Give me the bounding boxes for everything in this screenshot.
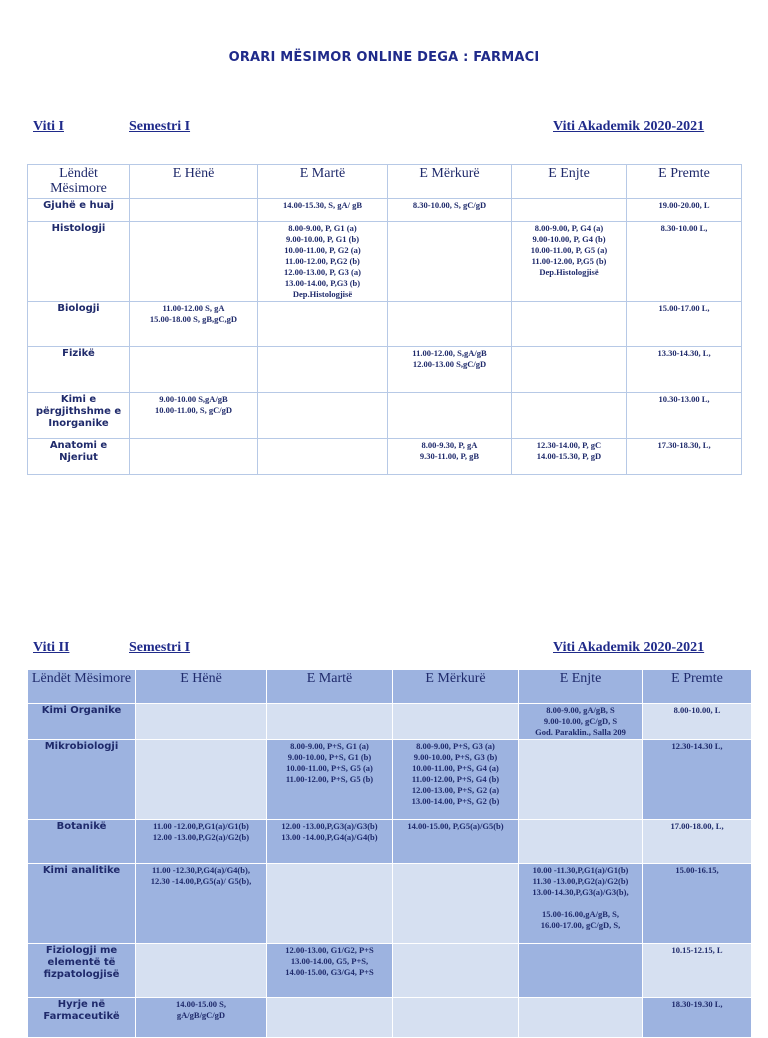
schedule-entry: 11.00-12.00 S, gA	[162, 303, 225, 313]
schedule-cell	[258, 439, 388, 475]
schedule-entry: 8.00-9.00, P, G1 (a)	[288, 223, 357, 233]
semester-label: Semestri I	[129, 640, 191, 655]
schedule-cell	[393, 998, 519, 1038]
schedule-cell	[627, 222, 742, 302]
schedule-cell	[388, 393, 512, 439]
schedule-entry	[521, 898, 640, 909]
schedule-cell	[643, 820, 752, 864]
table-row	[28, 704, 752, 740]
year-label: Viti I	[33, 119, 64, 134]
page-title: ORARI MËSIMOR ONLINE DEGA : FARMACI	[228, 50, 540, 65]
schedule-entry: 8.00-9.30, P, gA	[421, 440, 478, 450]
schedule-cell	[512, 393, 627, 439]
schedule-cell	[519, 740, 643, 820]
schedule-cell	[512, 302, 627, 347]
subject-cell: Biologji	[28, 302, 130, 347]
column-header: Lëndët Mësimore	[28, 670, 136, 704]
table-row	[28, 998, 752, 1038]
subject-cell: Kimi Organike	[28, 704, 136, 740]
schedule-cell	[512, 347, 627, 393]
schedule-entry: 12.00 -13.00,P,G2(a)/G2(b)	[152, 832, 250, 842]
schedule-cell	[393, 820, 519, 864]
schedule-entry: 14.00-15.00 S,	[175, 999, 227, 1009]
schedule-entry: 13.00-14.00, P,G3 (b)	[284, 278, 361, 288]
schedule-entry: 8.00-9.00, P+S, G1 (a)	[290, 741, 369, 751]
schedule-cell	[136, 704, 267, 740]
column-header: E Mërkurë	[393, 670, 519, 704]
schedule-entry: 15.00-16.15,	[675, 865, 719, 875]
subject-cell: Gjuhë e huaj	[28, 199, 130, 222]
schedule-cell	[388, 439, 512, 475]
schedule-cell	[130, 199, 258, 222]
schedule-entry: 11.00-12.00, P+S, G5 (b)	[285, 774, 374, 784]
schedule-entry: 8.30-10.00, S, gC/gD	[412, 200, 487, 210]
schedule-cell	[519, 998, 643, 1038]
schedule-entry: gA/gB/gC/gD	[176, 1010, 226, 1020]
schedule-entry: 8.00-9.00, P+S, G3 (a)	[416, 741, 495, 751]
schedule-entry: 17.00-18.00, L,	[670, 821, 724, 831]
schedule-entry: 13.00-14.30,P,G3(a)/G3(b),	[532, 887, 629, 897]
schedule-entry: 14.00-15.00, G3/G4, P+S	[285, 967, 374, 977]
schedule-entry: 11.00-12.00, P,G2 (b)	[285, 256, 360, 266]
schedule-cell	[512, 222, 627, 302]
schedule-entry: 11.30 -13.00,P,G2(a)/G2(b)	[532, 876, 629, 886]
table-row	[28, 222, 742, 302]
schedule-entry: 10.30-13.00 L,	[658, 394, 710, 404]
schedule-entry: 19.00-20.00, L	[658, 200, 710, 210]
schedule-entry: 10.00-11.00, P+S, G4 (a)	[412, 763, 499, 773]
schedule-entry: 15.00-18.00 S, gB,gC,gD	[149, 314, 238, 324]
schedule-entry: Dep.Histologjisë	[292, 289, 353, 299]
schedule-entry: 9.00-10.00, P+S, G3 (b)	[413, 752, 498, 762]
schedule-entry: 10.00-11.00, S, gC/gD	[155, 405, 232, 415]
schedule-entry: 13.30-14.30, L,	[657, 348, 711, 358]
schedule-cell	[627, 302, 742, 347]
schedule-cell	[136, 998, 267, 1038]
subject-cell: Hyrje në Farmaceutikë	[28, 998, 136, 1038]
academic-year-label: Viti Akademik 2020-2021	[553, 119, 705, 134]
schedule-cell	[136, 740, 267, 820]
schedule-entry: 15.00-16.00,gA/gB, S,	[542, 909, 619, 919]
schedule-entry: 15.00-17.00 L,	[658, 303, 710, 313]
schedule-cell	[512, 199, 627, 222]
academic-year-label: Viti Akademik 2020-2021	[553, 640, 705, 655]
column-header: E Martë	[267, 670, 393, 704]
schedule-entry: 8.30-10.00 L,	[660, 223, 708, 233]
schedule-cell	[267, 704, 393, 740]
schedule-entry: 17.30-18.30, L,	[657, 440, 711, 450]
column-header: E Martë	[258, 165, 388, 199]
schedule-entry: 11.00-12.00, P,G5 (b)	[531, 256, 607, 266]
schedule-cell	[136, 864, 267, 944]
schedule-entry: 12.00-13.00, P, G3 (a)	[284, 267, 361, 277]
schedule-cell	[130, 302, 258, 347]
schedule-entry: 11.00 -12.30,P,G4(a)/G4(b),	[152, 865, 250, 875]
schedule-entry: God. Paraklin., Salla 209	[535, 727, 626, 737]
schedule-cell	[258, 199, 388, 222]
schedule-cell	[393, 704, 519, 740]
schedule-cell	[258, 347, 388, 393]
schedule-cell	[267, 820, 393, 864]
schedule-cell	[130, 347, 258, 393]
subject-cell: Fiziologji me elementë të fizpatologjisë	[28, 944, 136, 998]
schedule-cell	[388, 199, 512, 222]
schedule-entry: 9.00-10.00, P+S, G1 (b)	[287, 752, 372, 762]
schedule-entry: Dep.Histologjisë	[539, 267, 599, 277]
schedule-entry: 8.00-9.00, P, G4 (a)	[534, 223, 604, 233]
schedule-cell	[130, 439, 258, 475]
schedule-entry: 14.00-15.30, P, gD	[536, 451, 602, 461]
schedule-cell	[267, 740, 393, 820]
schedule-cell	[643, 864, 752, 944]
column-header: E Hënë	[130, 165, 258, 199]
schedule-entry: 11.00 -12.00,P,G1(a)/G1(b)	[153, 821, 249, 831]
schedule-entry: 12.00-13.00 S,gC/gD	[412, 359, 487, 369]
schedule-entry: 12.30-14.30 L,	[671, 741, 723, 751]
table-row	[28, 393, 742, 439]
schedule-entry: 13.00 -14.00,P,G4(a)/G4(b)	[281, 832, 378, 842]
schedule-cell	[643, 944, 752, 998]
schedule-entry: 12.00 -13.00,P,G3(a)/G3(b)	[281, 821, 378, 831]
schedule-entry: 14.00-15.00, P,G5(a)/G5(b)	[407, 821, 504, 831]
column-header: E Enjte	[512, 165, 627, 199]
table-row	[28, 302, 742, 347]
schedule-cell	[267, 998, 393, 1038]
schedule-entry: 18.30-19.30 L,	[671, 999, 723, 1009]
table-row	[28, 347, 742, 393]
schedule-entry: 10.15-12.15, L	[671, 945, 723, 955]
table-row	[28, 820, 752, 864]
schedule-cell	[627, 439, 742, 475]
schedule-entry: 10.00 -11.30,P,G1(a)/G1(b)	[532, 865, 629, 875]
schedule-entry: 13.00-14.00, G5, P+S,	[290, 956, 369, 966]
column-header: E Mërkurë	[388, 165, 512, 199]
column-header: E Enjte	[519, 670, 643, 704]
schedule-entry: 9.00-10.00, gC/gD, S	[543, 716, 618, 726]
rows-year2	[28, 704, 752, 1038]
schedule-entry: 14.00-15.30, S, gA/ gB	[282, 200, 363, 210]
schedule-cell	[130, 393, 258, 439]
schedule-entry: 12.00-13.00, P+S, G2 (a)	[411, 785, 500, 795]
schedule-entry: 12.00-13.00, G1/G2, P+S	[285, 945, 374, 955]
schedule-entry: 11.00-12.00, S,gA/gB	[412, 348, 487, 358]
schedule-table-year1	[27, 164, 742, 475]
schedule-cell	[393, 740, 519, 820]
schedule-entry: 12.30-14.00, P, gC	[536, 440, 602, 450]
schedule-cell	[267, 944, 393, 998]
schedule-cell	[519, 864, 643, 944]
schedule-entry: 9.00-10.00, P, G4 (b)	[532, 234, 606, 244]
subject-cell: Anatomi e Njeriut	[28, 439, 130, 475]
schedule-cell	[627, 347, 742, 393]
schedule-entry: 9.00-10.00 S,gA/gB	[159, 394, 228, 404]
schedule-entry: 10.00-11.00, P+S, G5 (a)	[286, 763, 373, 773]
schedule-entry: 8.00-9.00, gA/gB, S	[546, 705, 615, 715]
schedule-cell	[258, 222, 388, 302]
schedule-entry: 11.00-12.00, P+S, G4 (b)	[411, 774, 500, 784]
rows-year1	[28, 199, 742, 475]
table-row	[28, 199, 742, 222]
schedule-cell	[258, 393, 388, 439]
schedule-entry: 8.00-10.00, L	[673, 705, 721, 715]
table-row	[28, 944, 752, 998]
schedule-entry: 16.00-17.00, gC/gD, S,	[540, 920, 621, 930]
subject-cell: Botanikë	[28, 820, 136, 864]
schedule-cell	[136, 820, 267, 864]
subject-cell: Mikrobiologji	[28, 740, 136, 820]
schedule-entry: 9.00-10.00, P, G1 (b)	[285, 234, 360, 244]
schedule-cell	[393, 864, 519, 944]
column-header: E Premte	[643, 670, 752, 704]
schedule-cell	[643, 740, 752, 820]
schedule-cell	[258, 302, 388, 347]
subject-cell: Fizikë	[28, 347, 130, 393]
schedule-cell	[393, 944, 519, 998]
schedule-table-year2	[27, 669, 752, 1038]
subject-cell: Kimi analitike	[28, 864, 136, 944]
subject-cell: Kimi e përgjithshme e Inorganike	[28, 393, 130, 439]
schedule-entry: 9.30-11.00, P, gB	[419, 451, 480, 461]
column-header: E Premte	[627, 165, 742, 199]
schedule-cell	[519, 704, 643, 740]
table-row	[28, 740, 752, 820]
semester-label: Semestri I	[129, 119, 191, 134]
schedule-cell	[388, 222, 512, 302]
schedule-cell	[519, 820, 643, 864]
column-header: E Hënë	[136, 670, 267, 704]
table-row	[28, 864, 752, 944]
schedule-cell	[627, 393, 742, 439]
schedule-cell	[643, 998, 752, 1038]
schedule-entry: 10.00-11.00, P, G5 (a)	[530, 245, 608, 255]
subject-cell: Histologji	[28, 222, 130, 302]
schedule-cell	[388, 347, 512, 393]
schedule-cell	[643, 704, 752, 740]
schedule-entry: 13.00-14.00, P+S, G2 (b)	[411, 796, 500, 806]
schedule-cell	[267, 864, 393, 944]
schedule-cell	[519, 944, 643, 998]
table-header-row	[28, 670, 752, 704]
year-label: Viti II	[33, 640, 70, 655]
schedule-cell	[388, 302, 512, 347]
schedule-cell	[130, 222, 258, 302]
schedule-entry: 12.30 -14.00,P,G5(a)/ G5(b),	[150, 876, 252, 886]
column-header: Lëndët Mësimore	[28, 165, 130, 199]
schedule-cell	[136, 944, 267, 998]
table-header-row	[28, 165, 742, 199]
schedule-cell	[512, 439, 627, 475]
schedule-cell	[627, 199, 742, 222]
table-row	[28, 439, 742, 475]
schedule-entry: 10.00-11.00, P, G2 (a)	[284, 245, 361, 255]
